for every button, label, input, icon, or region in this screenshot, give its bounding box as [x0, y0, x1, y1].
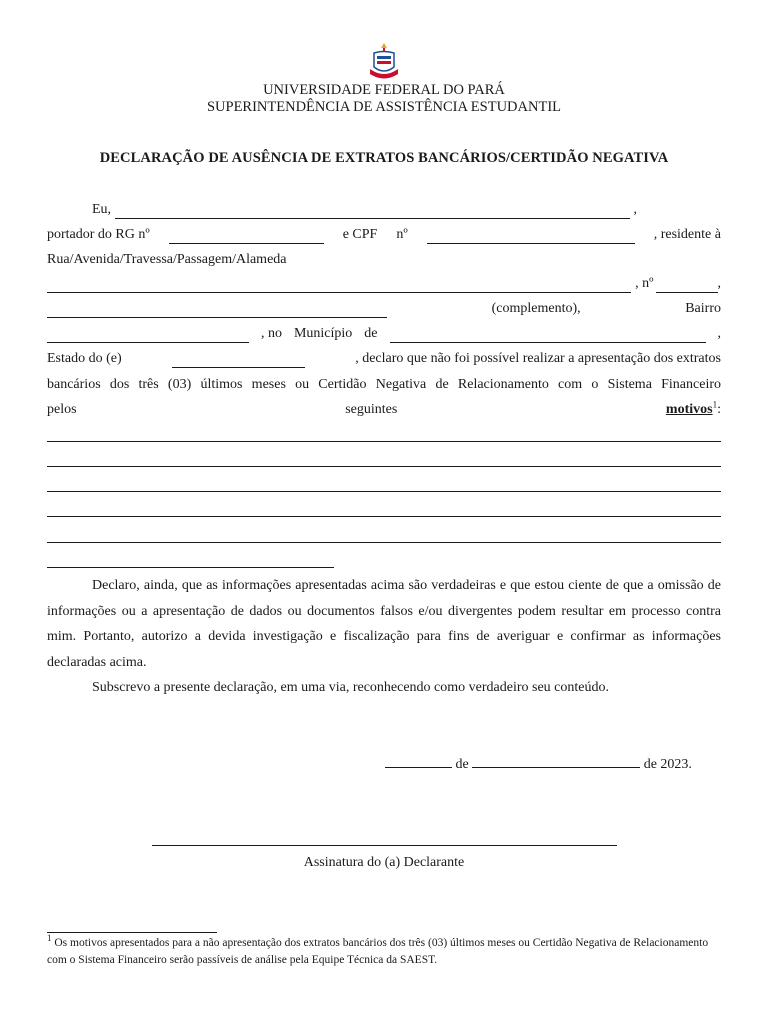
number-field[interactable] — [656, 279, 718, 293]
date-line: de de 2023. — [385, 754, 692, 773]
reason-line[interactable] — [47, 441, 721, 442]
label-bairro: Bairro — [685, 301, 721, 316]
university-name: UNIVERSIDADE FEDERAL DO PARÁ — [263, 82, 505, 98]
footnote-divider — [47, 932, 217, 933]
month-field[interactable] — [472, 754, 640, 768]
bairro-field[interactable] — [47, 329, 249, 343]
declaration-body — [47, 573, 721, 701]
label-municipio: Município — [293, 326, 353, 341]
label-motivos: motivos — [665, 402, 713, 417]
rg-field[interactable] — [169, 230, 324, 244]
document-title: DECLARAÇÃO DE AUSÊNCIA DE EXTRATOS BANCÁRIOS/CERTIDÃO NEGATIVA — [99, 150, 669, 166]
ufpa-logo-icon — [367, 41, 401, 83]
footnote — [47, 935, 727, 969]
reason-line[interactable] — [47, 516, 721, 517]
label-residente: , residente à — [653, 227, 721, 242]
address-line: , nº , — [47, 275, 721, 293]
name-field[interactable] — [115, 205, 629, 219]
reason-line[interactable] — [47, 491, 721, 492]
subscription-paragraph: Subscrevo a presente declaração, em uma via, reconhecendo como verdadeiro seu conteúdo. — [92, 680, 609, 695]
reason-line[interactable] — [47, 466, 721, 467]
footnote-text: Os motivos apresentados para a não apresentação dos extratos bancários dos três (03) últimos meses ou Certidão Negativa de Relacionamento com o Sistema Financeiro serão passíveis de análise pela Equipe Técnica da SAEST. — [47, 937, 709, 966]
label-cpf: e CPF — [342, 227, 378, 242]
footnote-mark: 1 — [47, 933, 52, 944]
cpf-field[interactable] — [427, 230, 635, 244]
municipio-line: , no Município de , — [47, 325, 721, 343]
signature-label: Assinatura do (a) Declarante — [303, 855, 465, 870]
reason-line[interactable] — [47, 542, 721, 543]
estado-field[interactable] — [172, 354, 305, 368]
label-eu: Eu, — [92, 202, 112, 217]
municipio-field[interactable] — [390, 329, 706, 343]
label-cpf-no: nº — [396, 227, 408, 242]
estado-line: Estado do (e) , declaro que não foi possível realizar a apresentação dos extratos — [47, 351, 721, 366]
department-name: SUPERINTENDÊNCIA DE ASSISTÊNCIA ESTUDANTIL — [206, 99, 562, 115]
declaration-paragraph: Declaro, ainda, que as informações apresentadas acima são verdadeiras e que estou ciente de que a omissão de informações ou a apresentação de dados ou documentos falsos e/ou divergentes podem resultar em processo contra mim. Portanto, autorizo a devida investigação e fiscalização para fins de averiguar e confirmar as informações declaradas acima. — [47, 578, 721, 670]
motivos-line: pelos seguintes motivos$^1$: — [47, 399, 721, 417]
address-label: Rua/Avenida/Travessa/Passagem/Alameda — [47, 252, 287, 267]
rg-cpf-line — [47, 226, 721, 244]
bancarios-line: bancários dos três (03) últimos meses ou Certidão Negativa de Relacionamento com o Sistema Financeiro — [47, 377, 721, 392]
label-rg: portador do RG nº — [47, 227, 150, 242]
complement-line — [47, 300, 721, 318]
complement-field[interactable] — [47, 304, 387, 318]
label-numero: , nº — [635, 276, 654, 291]
label-complemento: (complemento), — [491, 301, 581, 316]
reason-line[interactable] — [47, 567, 334, 568]
signature-field[interactable] — [152, 845, 617, 846]
address-field[interactable] — [47, 279, 631, 293]
day-field[interactable] — [385, 754, 452, 768]
footnote-ref: 1 — [712, 399, 718, 410]
name-line: Eu, , — [92, 202, 637, 217]
label-estado: Estado do (e) — [47, 351, 122, 366]
